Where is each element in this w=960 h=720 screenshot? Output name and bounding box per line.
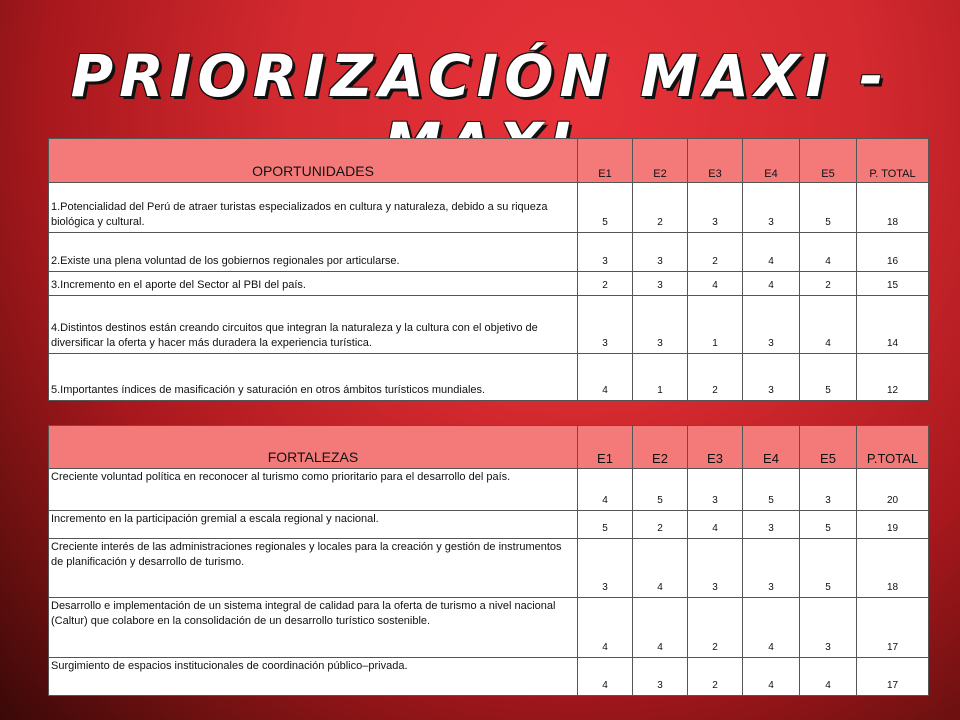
column-header: E4 xyxy=(743,139,800,183)
total-cell: 17 xyxy=(857,658,929,696)
total-cell: 18 xyxy=(857,539,929,598)
row-description: Surgimiento de espacios institucionales de coordinación público–privada. xyxy=(49,658,578,696)
score-cell: 2 xyxy=(688,658,743,696)
column-header: E5 xyxy=(800,426,857,469)
total-cell: 17 xyxy=(857,598,929,658)
column-header: E1 xyxy=(578,426,633,469)
score-cell: 4 xyxy=(633,539,688,598)
total-cell: 20 xyxy=(857,469,929,511)
score-cell: 3 xyxy=(743,354,800,401)
table-row xyxy=(49,272,929,296)
score-cell: 3 xyxy=(578,233,633,272)
score-cell: 4 xyxy=(578,598,633,658)
row-description: 1.Potencialidad del Perú de atraer turistas especializados en cultura y naturaleza, debido a su riqueza biológica y cultural. xyxy=(49,183,578,233)
row-description: Incremento en la participación gremial a escala regional y nacional. xyxy=(49,511,578,539)
score-cell: 4 xyxy=(743,598,800,658)
total-cell: 14 xyxy=(857,296,929,354)
row-description: 4.Distintos destinos están creando circuitos que integran la naturaleza y la cultura con el objetivo de diversificar la oferta y hacer más duradera la experiencia turística. xyxy=(49,296,578,354)
total-cell: 18 xyxy=(857,183,929,233)
score-cell: 2 xyxy=(688,233,743,272)
column-header: E4 xyxy=(743,426,800,469)
table-header-row xyxy=(49,139,929,183)
score-cell: 3 xyxy=(800,598,857,658)
table-row xyxy=(49,469,929,511)
total-cell: 12 xyxy=(857,354,929,401)
score-cell: 4 xyxy=(688,511,743,539)
score-cell: 5 xyxy=(800,539,857,598)
score-cell: 2 xyxy=(688,354,743,401)
score-cell: 5 xyxy=(743,469,800,511)
column-header: P.TOTAL xyxy=(857,426,929,469)
score-cell: 2 xyxy=(633,183,688,233)
row-description: Desarrollo e implementación de un sistema integral de calidad para la oferta de turismo a nivel nacional (Caltur) que colabore en la consolidación de un desarrollo turístico sostenible. xyxy=(49,598,578,658)
column-header: P. TOTAL xyxy=(857,139,929,183)
column-header: E2 xyxy=(633,426,688,469)
column-header: E3 xyxy=(688,139,743,183)
table-row xyxy=(49,598,929,658)
score-cell: 3 xyxy=(800,469,857,511)
score-cell: 4 xyxy=(578,658,633,696)
table-row xyxy=(49,539,929,598)
score-cell: 4 xyxy=(743,658,800,696)
fortalezas-header: FORTALEZAS xyxy=(49,426,578,469)
table-row xyxy=(49,183,929,233)
score-cell: 3 xyxy=(743,296,800,354)
row-description: Creciente voluntad política en reconocer al turismo como prioritario para el desarrollo del país. xyxy=(49,469,578,511)
score-cell: 5 xyxy=(633,469,688,511)
score-cell: 4 xyxy=(743,233,800,272)
oportunidades-header: OPORTUNIDADES xyxy=(49,139,578,183)
column-header: E5 xyxy=(800,139,857,183)
score-cell: 4 xyxy=(800,296,857,354)
score-cell: 4 xyxy=(743,272,800,296)
score-cell: 4 xyxy=(688,272,743,296)
score-cell: 3 xyxy=(633,658,688,696)
column-header: E2 xyxy=(633,139,688,183)
score-cell: 3 xyxy=(688,183,743,233)
total-cell: 16 xyxy=(857,233,929,272)
fortalezas-table xyxy=(48,425,929,696)
table-row xyxy=(49,658,929,696)
score-cell: 3 xyxy=(688,539,743,598)
score-cell: 4 xyxy=(633,598,688,658)
score-cell: 5 xyxy=(800,354,857,401)
score-cell: 4 xyxy=(578,469,633,511)
row-description: 3.Incremento en el aporte del Sector al PBI del país. xyxy=(49,272,578,296)
score-cell: 3 xyxy=(578,539,633,598)
score-cell: 5 xyxy=(800,511,857,539)
score-cell: 2 xyxy=(800,272,857,296)
score-cell: 4 xyxy=(800,658,857,696)
table-header-row xyxy=(49,426,929,469)
row-description: 2.Existe una plena voluntad de los gobiernos regionales por articularse. xyxy=(49,233,578,272)
total-cell: 19 xyxy=(857,511,929,539)
row-description: 5.Importantes índices de masificación y saturación en otros ámbitos turísticos mundiales. xyxy=(49,354,578,401)
score-cell: 3 xyxy=(743,511,800,539)
score-cell: 5 xyxy=(800,183,857,233)
score-cell: 3 xyxy=(743,539,800,598)
score-cell: 3 xyxy=(633,272,688,296)
score-cell: 5 xyxy=(578,511,633,539)
score-cell: 5 xyxy=(578,183,633,233)
table-row xyxy=(49,233,929,272)
score-cell: 3 xyxy=(633,296,688,354)
score-cell: 1 xyxy=(633,354,688,401)
score-cell: 3 xyxy=(578,296,633,354)
table-row xyxy=(49,511,929,539)
score-cell: 4 xyxy=(578,354,633,401)
score-cell: 3 xyxy=(743,183,800,233)
table-row xyxy=(49,296,929,354)
score-cell: 3 xyxy=(688,469,743,511)
score-cell: 2 xyxy=(633,511,688,539)
score-cell: 3 xyxy=(633,233,688,272)
column-header: E1 xyxy=(578,139,633,183)
score-cell: 1 xyxy=(688,296,743,354)
table-row xyxy=(49,354,929,401)
column-header: E3 xyxy=(688,426,743,469)
oportunidades-table xyxy=(48,138,929,401)
total-cell: 15 xyxy=(857,272,929,296)
score-cell: 4 xyxy=(800,233,857,272)
score-cell: 2 xyxy=(688,598,743,658)
score-cell: 2 xyxy=(578,272,633,296)
page-title: PRIORIZACIÓN MAXI - xyxy=(70,42,890,110)
row-description: Creciente interés de las administraciones regionales y locales para la creación y gestión de instrumentos de planificación y desarrollo de turismo. xyxy=(49,539,578,598)
